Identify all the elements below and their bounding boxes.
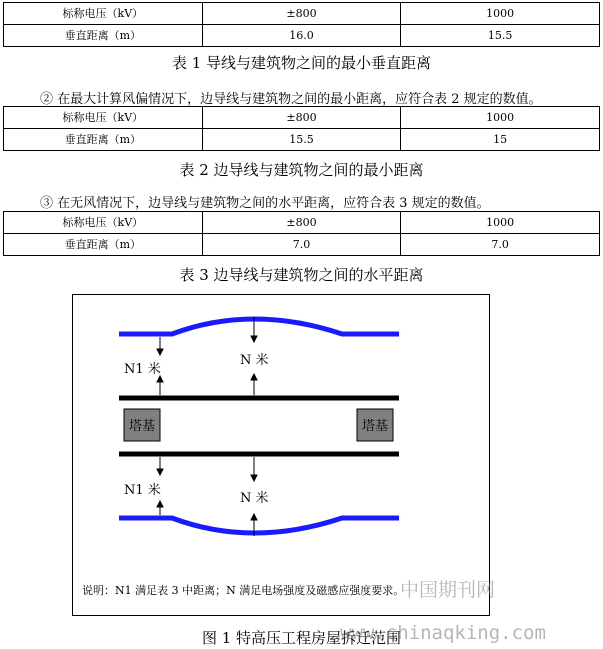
figure-caption: 图 1 特高压工程房屋拆迁范围: [201, 629, 402, 647]
n-top-label: N 米: [240, 353, 269, 368]
table-cell: 垂直距离（m）: [4, 234, 203, 256]
table-cell: 垂直距离（m）: [4, 129, 203, 151]
table-cell: 16.0: [202, 25, 401, 47]
table-cell: 15: [401, 129, 600, 151]
n1-bottom-label: N1 米: [124, 483, 161, 498]
watermark-brand: 中国期刊网: [400, 579, 496, 601]
table-cell: 7.0: [401, 234, 600, 256]
figure-note: 说明：N1 满足表 3 中距离；N 满足电场强度及磁感应强度要求。: [82, 584, 405, 597]
table-cell: 15.5: [202, 129, 401, 151]
table-cell: ±800: [202, 3, 401, 25]
n-bottom-label: N 米: [240, 491, 269, 506]
table-cell: 7.0: [202, 234, 401, 256]
table-row: [4, 129, 600, 151]
table-3: [3, 211, 600, 256]
paragraph-3: ③ 在无风情况下，边导线与建筑物之间的水平距离，应符合表 3 规定的数值。: [40, 196, 490, 211]
demolition-range-diagram: [72, 294, 490, 616]
table-cell: 垂直距离（m）: [4, 25, 203, 47]
tower-left-label: 塔基: [128, 419, 156, 434]
n1-top-label: N1 米: [124, 362, 161, 377]
table-2: [3, 106, 600, 151]
table-header-row: [4, 107, 600, 129]
table-cell: 15.5: [401, 25, 600, 47]
table-header-row: [4, 212, 600, 234]
table-cell: ±800: [202, 212, 401, 234]
table-cell: 标称电压（kV）: [4, 107, 203, 129]
table-row: [4, 234, 600, 256]
table-cell: 1000: [401, 107, 600, 129]
table-cell: 1000: [401, 3, 600, 25]
paragraph-2: ② 在最大计算风偏情况下，边导线与建筑物之间的最小距离，应符合表 2 规定的数值。: [40, 92, 542, 107]
watermark-url: www.chinaqking.com: [340, 622, 546, 644]
table-1-caption: 表 1 导线与建筑物之间的最小垂直距离: [171, 54, 432, 72]
table-header-row: [4, 3, 600, 25]
table-cell: 标称电压（kV）: [4, 212, 203, 234]
table-3-caption: 表 3 边导线与建筑物之间的水平距离: [179, 266, 424, 284]
table-cell: ±800: [202, 107, 401, 129]
table-row: [4, 25, 600, 47]
table-2-caption: 表 2 边导线与建筑物之间的最小距离: [179, 161, 424, 179]
tower-right-label: 塔基: [361, 419, 389, 434]
table-cell: 标称电压（kV）: [4, 3, 203, 25]
table-cell: 1000: [401, 212, 600, 234]
table-1: [3, 2, 600, 47]
